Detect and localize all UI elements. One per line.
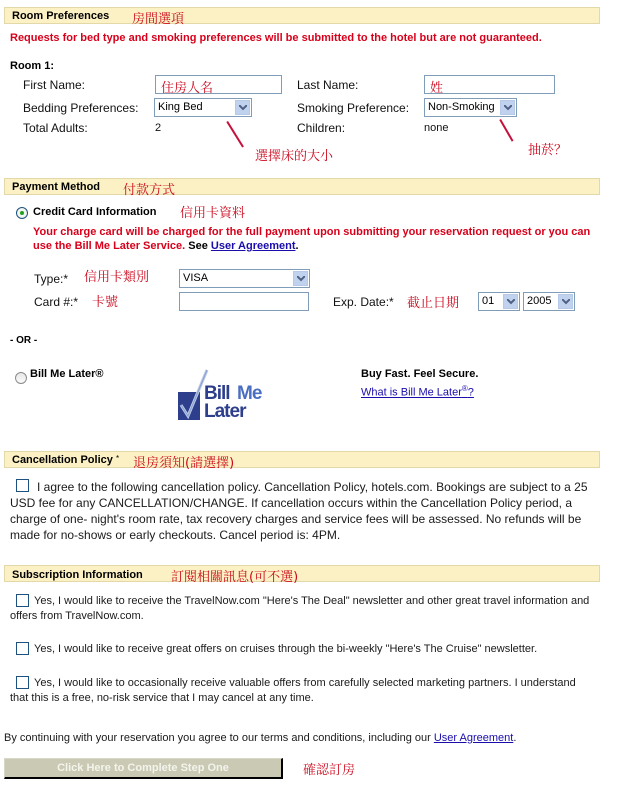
first-name-label: First Name: <box>23 78 86 92</box>
room-preferences-annotation: 房間選項 <box>132 12 185 27</box>
adults-label: Total Adults: <box>23 121 88 135</box>
cancellation-policy-text: I agree to the following cancellation policy. Cancellation Policy, hotels.com. Bookings are subject to a 25 USD fee for any CANCELLATION/CHANGE. If cancellation occurs within the Cancellation Policy period, a charge of one- night's room rate, tax recovery charges and service fees will be assessed. No refunds will be made for no-shows or early checkouts. Cancel period is: 4PM. <box>10 480 588 542</box>
subscription-header <box>4 565 600 585</box>
credit-card-label: Credit Card Information <box>33 206 157 218</box>
or-divider: - OR - <box>10 335 38 346</box>
adults-value: 2 <box>155 122 162 134</box>
chevron-down-icon <box>235 100 250 115</box>
last-name-input[interactable] <box>424 75 555 94</box>
room-preferences-title: Room Preferences <box>12 10 110 22</box>
exp-date-label: Exp. Date:* <box>333 295 394 309</box>
card-number-input[interactable] <box>179 292 309 311</box>
bedding-label: Bedding Preferences: <box>23 101 139 115</box>
bml-tagline: Buy Fast. Feel Secure. <box>361 368 479 380</box>
logo-later-text: Later <box>204 401 246 422</box>
last-name-label: Last Name: <box>297 78 359 92</box>
credit-card-annotation: 信用卡資料 <box>180 206 246 221</box>
bedding-select[interactable] <box>154 98 252 117</box>
card-type-select[interactable] <box>179 269 310 288</box>
bill-me-later-label: Bill Me Later® <box>30 368 104 380</box>
charge-warning <box>33 225 593 253</box>
smoking-select[interactable] <box>424 98 517 117</box>
terms-text: By continuing with your reservation you agree to our terms and conditions, including our <box>4 732 434 744</box>
bedding-value: King Bed <box>158 101 203 113</box>
card-number-label: Card #:* <box>34 295 79 309</box>
payment-method-annotation: 付款方式 <box>123 183 176 198</box>
subscription-text-cruise: Yes, I would like to receive great offers on cruises through the bi-weekly "Here's The Cruise" newsletter. <box>34 643 538 655</box>
submit-annotation: 確認訂房 <box>303 763 356 778</box>
period-text: . <box>295 240 299 252</box>
smoking-value: Non-Smoking <box>428 101 495 113</box>
card-number-annotation: 卡號 <box>92 295 119 310</box>
room-preferences-header <box>4 7 600 27</box>
exp-month-select[interactable] <box>478 292 520 311</box>
exp-year-value: 2005 <box>527 295 552 307</box>
charge-warning-text: Your charge card will be charged for the full payment upon submitting your reservation request or you can use the Bill Me Later Service. <box>33 226 591 252</box>
annotation-pointer-line <box>499 119 513 142</box>
credit-card-radio[interactable] <box>16 207 28 219</box>
card-type-label: Type:* <box>34 272 69 286</box>
footer-user-agreement-link[interactable]: User Agreement <box>433 732 514 744</box>
complete-step-one-button[interactable]: Click Here to Complete Step One <box>4 758 283 779</box>
bed-annotation: 選擇床的大小 <box>255 149 334 164</box>
bill-me-later-logo <box>177 369 273 423</box>
card-type-annotation: 信用卡類別 <box>84 270 150 285</box>
cancellation-policy-header <box>4 451 600 471</box>
chevron-down-icon <box>503 294 518 309</box>
exp-month-value: 01 <box>482 295 495 307</box>
exp-year-select[interactable] <box>523 292 575 311</box>
last-name-value: 姓 <box>430 81 444 96</box>
smoking-annotation: 抽菸？ <box>528 143 568 158</box>
bill-me-later-radio[interactable] <box>15 372 27 384</box>
logo-bill-text: Bill <box>204 383 230 404</box>
subscription-title: Subscription Information <box>12 569 143 581</box>
required-mark: * <box>115 454 120 463</box>
subscription-text-deal: Yes, I would like to receive the TravelNow.com "Here's The Deal" newsletter and other great travel information and offers from TravelNow.com. <box>10 595 590 622</box>
user-agreement-link[interactable]: User Agreement <box>210 240 296 252</box>
terms-notice <box>4 731 516 746</box>
what-is-bml-link[interactable] <box>361 384 474 399</box>
children-value: none <box>424 122 449 134</box>
chevron-down-icon <box>293 271 308 286</box>
payment-method-header <box>4 178 600 198</box>
smoking-label: Smoking Preference: <box>297 101 410 115</box>
see-text: See <box>185 240 211 252</box>
cancellation-title-text: Cancellation Policy <box>12 454 113 466</box>
chevron-down-icon <box>500 100 515 115</box>
first-name-input[interactable] <box>155 75 282 94</box>
card-type-value: VISA <box>183 272 209 284</box>
exp-date-annotation: 截止日期 <box>407 296 460 311</box>
subscription-annotation: 訂閱相關訊息(可不選) <box>171 570 299 585</box>
first-name-value: 住房人名 <box>161 81 214 96</box>
cancellation-annotation: 退房須知(請選擇) <box>133 456 235 471</box>
chevron-down-icon <box>558 294 573 309</box>
room-label: Room 1: <box>10 60 54 72</box>
terms-period: . <box>513 732 517 744</box>
what-is-bml-text: What is Bill Me Later <box>361 386 462 399</box>
registered-mark: ® <box>461 384 468 393</box>
annotation-pointer-line <box>226 121 244 148</box>
bed-smoking-warning: Requests for bed type and smoking preferences will be submitted to the hotel but are not guaranteed. <box>10 32 542 44</box>
subscription-text-partners: Yes, I would like to occasionally receive valuable offers from carefully selected marketing partners. I understand that this is a free, no-risk service that I may cancel at any time. <box>10 677 576 704</box>
question-mark: ? <box>467 386 474 399</box>
payment-method-title: Payment Method <box>12 181 101 193</box>
cancellation-policy-title <box>12 454 119 466</box>
children-label: Children: <box>297 121 346 135</box>
logo-me-text: Me <box>237 383 262 404</box>
